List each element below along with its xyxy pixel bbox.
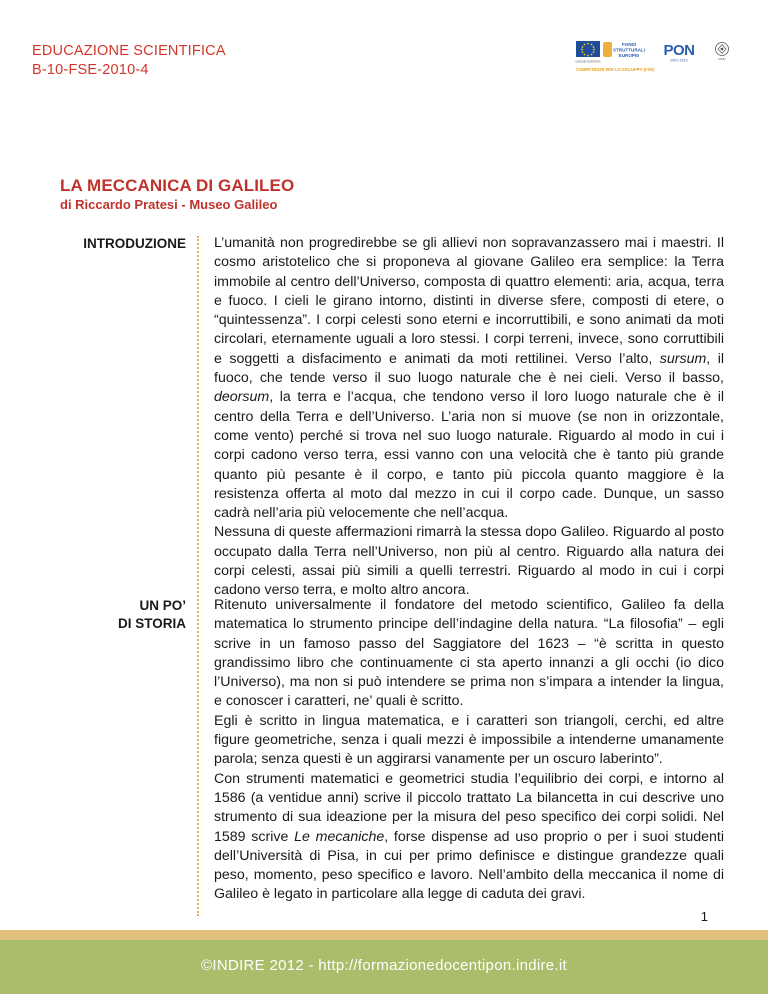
section-label-storia [40, 597, 186, 633]
intro-text-b: , il fuoco, che tende verso il suo luogo naturale che è nei cieli. Verso il basso, [214, 350, 724, 387]
history-text-a: Con strumenti matematici e geometrici studia l’equilibrio dei corpi, e intorno al 1586 (a ventidue anni) scrive il piccolo trattato La bilancetta in cui descrive uno strumento di sua ideazione per la misura del peso specifico dei corpi solidi. Nel 1589 scrive [214, 770, 724, 845]
history-italic-mecaniche: Le mecaniche [294, 828, 385, 845]
dotted-divider [197, 236, 199, 916]
article-title: LA MECCANICA DI GALILEO [60, 176, 295, 195]
intro-italic-sursum: sursum [659, 350, 707, 367]
pon-wordmark: PON [663, 42, 695, 59]
section-label-storia-line1: UN PO’ [139, 598, 186, 613]
section-storia [214, 596, 724, 905]
pon-wordmark-icon [663, 42, 694, 63]
section-introduzione [214, 234, 724, 601]
footer-copyright-link[interactable]: ©INDIRE 2012 - http://formazionedocentipon.indire.it [201, 957, 567, 974]
history-paragraph-1: Ritenuto universalmente il fondatore del metodo scientifico, Galileo fa della matematica lo strumento principe dell’indagine della natura. “La filosofia” – egli scrive in un famoso passo del Saggiatore del 1623 – “è scritta in questo grandissimo libro che continuamente ci sta aperto innanzi a gli occhi (io dico l’Universo), ma non si può intendere se prima non s’impara a intender la lingua, e conoscer i caratteri, ne’ quali è scritto. [214, 597, 724, 710]
intro-text-a: L’umanità non progredirebbe se gli allievi non sopravanzassero mai i maestri. Il cosmo aristotelico che si proponeva al giovane Galileo era semplice: la Terra immobile al centro dell’Universo, composta di quattro elementi: aria, acqua, terra e fuoco. I cieli le girano intorno, distinti in diverse sfere, composti di etere, o “quintessenza”. I corpi celesti sono eterni e incorruttibili, e sono animati da moti circolari, eternamente uguali a loro stessi. I corpi terreni, invece, sono corruttibili e soggetti a disfacimento e animati da moti rettilinei. Verso l’alto, [214, 235, 724, 367]
section-label-storia-line2: DI STORIA [117, 616, 186, 631]
pon-years: 2007-2013 [670, 58, 688, 63]
pon-logo-strip [575, 38, 740, 76]
footer-stripe [0, 930, 768, 940]
fondi-line2: STRUTTURALI [612, 47, 646, 53]
intro-paragraph-1 [214, 234, 724, 523]
eu-flag-icon [575, 41, 600, 64]
ministry-caption: MIUR [718, 57, 726, 61]
article-author: di Riccardo Pratesi - Museo Galileo [60, 197, 278, 212]
footer-bar [0, 940, 768, 994]
intro-italic-deorsum: deorsum [214, 389, 270, 406]
page-number: 1 [700, 909, 708, 924]
eu-caption: UNIONE EUROPEA [575, 59, 601, 64]
fondi-line3: EUROPEI [618, 53, 640, 58]
fondi-strutturali-icon [603, 42, 645, 58]
history-text-b: , forse dispense ad uso proprio o per i suoi studenti dell’Università di Pisa, in cui per primo definisce e distingue grandezze quali peso, momento, peso specifico e lavoro. Nell’ambito della meccanica il nome di Galileo è legato in particolare alla legge di caduta dei gravi. [214, 828, 724, 903]
section-label-introduzione [40, 235, 186, 253]
header-program-name: EDUCAZIONE SCIENTIFICA [32, 43, 226, 59]
intro-text-c: , la terra e l’acqua, che tendono verso il loro luogo naturale che è il centro della Terra e dell’Universo. L’aria non si muove (se non in orizzontale, come vento) perché si trova nel suo luogo naturale. Riguardo al modo in cui i corpi cadono verso terra, essi vanno con una velocità che è tanto più grande quanto più pesante è il corpo, e tanto più piccola quanto maggiore è la resistenza offerta al moto dal mezzo in cui il corpo cade. Dunque, un sasso cadrà nell’aria più velocemente che nell’acqua. [214, 389, 724, 522]
header-program [32, 42, 226, 80]
history-paragraph-2: Egli è scritto in lingua matematica, e i caratteri son triangoli, cerchi, ed altre figure geometriche, senza i quali mezzi è impossibile a intenderne umanamente parola; senza questi è un aggirarsi vanamente per un oscuro laberinto”. [214, 712, 724, 768]
pon-tagline: COMPETENZE PER LO SVILUPPO (FSE) [576, 67, 655, 72]
section-label-introduzione-text: INTRODUZIONE [83, 236, 186, 251]
header-program-code: B-10-FSE-2010-4 [32, 62, 149, 78]
history-paragraph-3 [214, 770, 724, 905]
ministry-emblem-icon [716, 43, 729, 62]
intro-paragraph-2: Nessuna di queste affermazioni rimarrà la stessa dopo Galileo. Riguardo al posto occupato dalla Terra nell’Universo, non più al centro. Riguardo alla natura dei corpi celesti, assai più simili a quelli terrestri. Riguardo al modo in cui i corpi cadono verso terra, e molto altro ancora. [214, 524, 724, 599]
fondi-line1: FONDI [621, 42, 637, 47]
